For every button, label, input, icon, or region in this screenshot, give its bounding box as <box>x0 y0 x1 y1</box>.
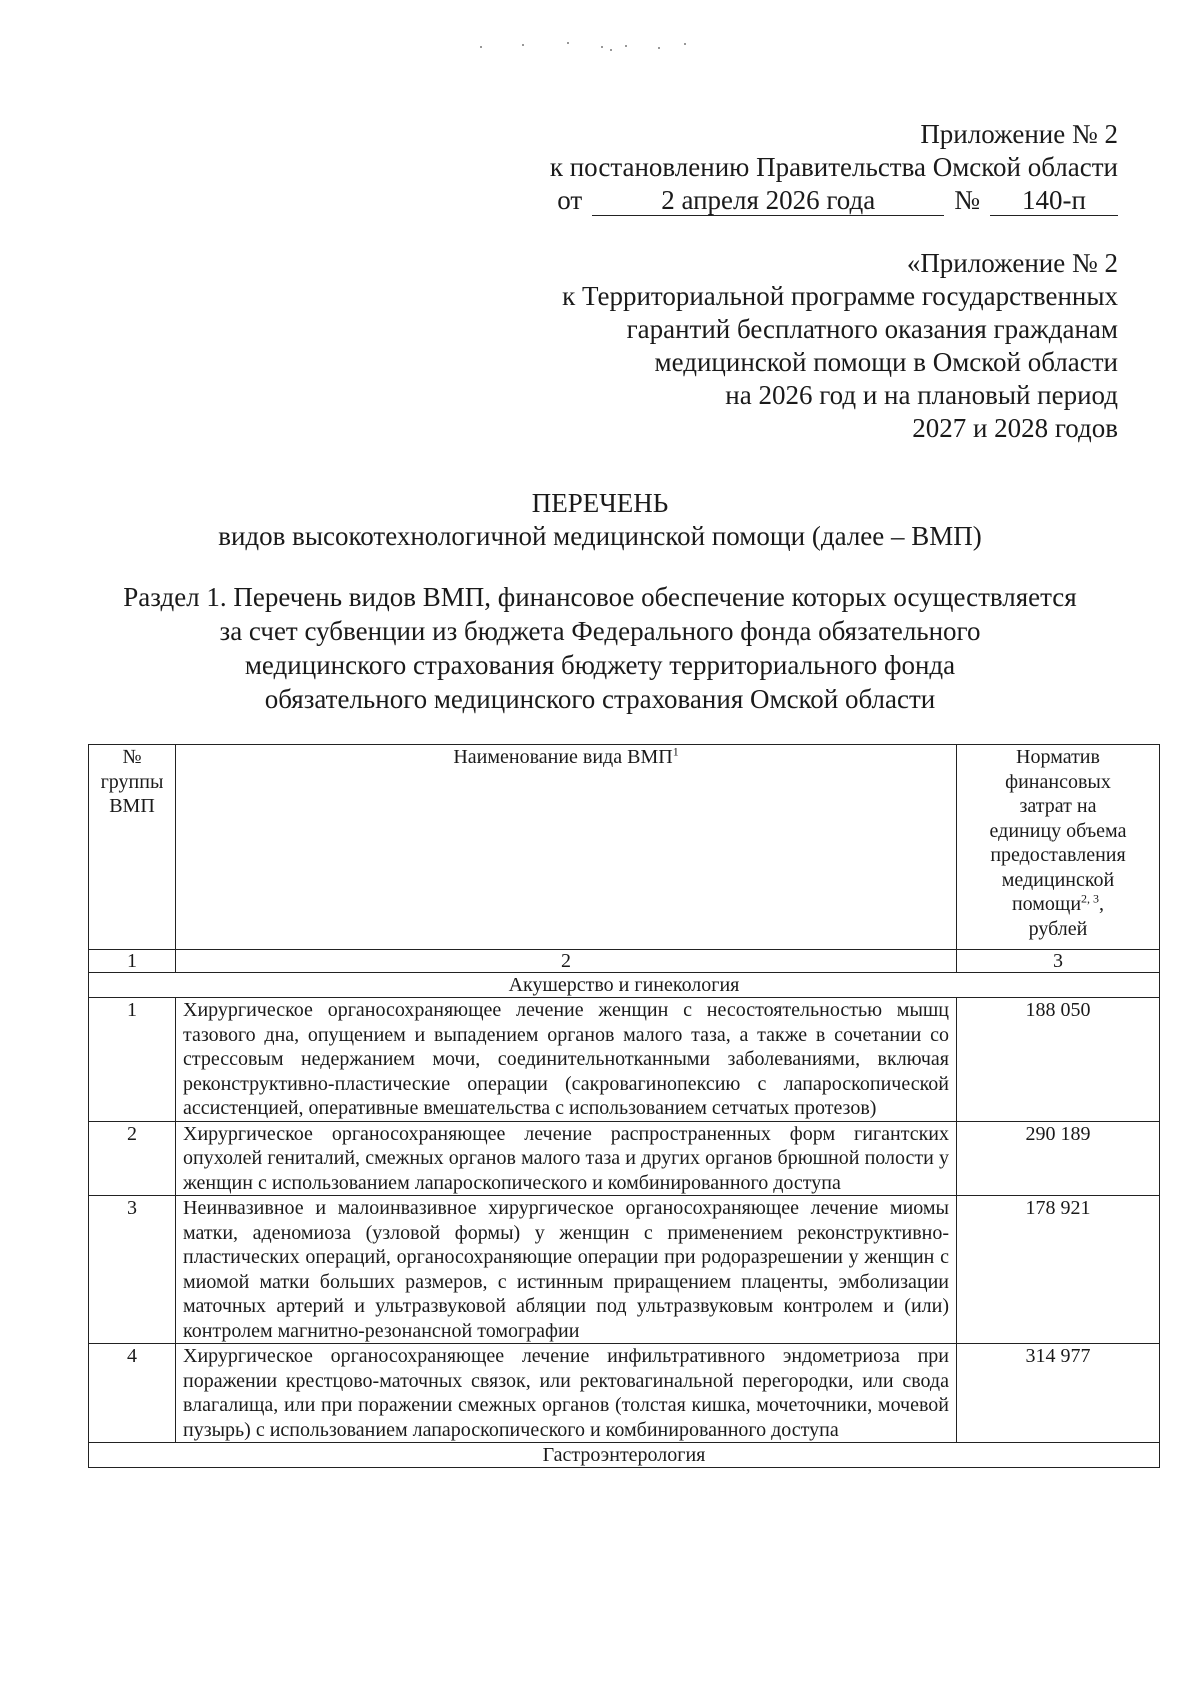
footnote-1: 1 <box>672 744 679 759</box>
document-title <box>0 487 1200 553</box>
section-line: Раздел 1. Перечень видов ВМП, финансовое обеспечение которых осуществляется <box>123 582 1077 612</box>
section-line: медицинского страхования бюджету территориального фонда <box>244 650 956 680</box>
header-line-1: Приложение № 2 <box>920 119 1118 149</box>
appendix-line: медицинской помощи в Омской области <box>654 347 1118 377</box>
date-prefix: от <box>557 185 583 215</box>
section-row-gastroenterology: Гастроэнтерология <box>89 1443 1160 1468</box>
row-value: 314 977 <box>957 1344 1160 1443</box>
scan-specks <box>470 40 710 54</box>
row-description: Хирургическое органосохраняющее лечение женщин с несостоятельностью мышц тазового дна, опущением и выпадением органов малого таза, а также в сочетании со стрессовым недержанием мочи, соединительнотканными заболеваниями, включая реконструктивно-пластические операции (сакровагинопексию с лапароскопической ассистенцией, оперативные вмешательства с использованием сетчатых протезов) <box>176 998 957 1122</box>
table-row <box>89 1344 1160 1443</box>
header-line-2: к постановлению Правительства Омской области <box>549 152 1118 182</box>
row-number: 2 <box>89 1121 176 1196</box>
number-prefix: № <box>954 185 980 215</box>
number-value: 140-п <box>990 185 1118 216</box>
col1-header: № группы ВМП <box>89 745 176 950</box>
row-value: 178 921 <box>957 1196 1160 1344</box>
row-number: 4 <box>89 1344 176 1443</box>
title-subheading: видов высокотехнологичной медицинской помощи (далее – ВМП) <box>218 521 982 551</box>
row-number: 3 <box>89 1196 176 1344</box>
appendix-line: к Территориальной программе государственных <box>562 281 1118 311</box>
date-value: 2 апреля 2026 года <box>592 185 944 216</box>
footnote-2-3: 2, 3 <box>1081 891 1100 906</box>
col3-header: Норматив финансовых затрат на единицу объема предоставления медицинской помощи$^{2, 3}$, рублей <box>957 745 1160 950</box>
header-date-line <box>498 184 1118 217</box>
vmp-table <box>88 744 1160 1468</box>
table-header-row <box>89 745 1160 950</box>
section-line: за счет субвенции из бюджета Федерального фонда обязательного <box>219 616 981 646</box>
table-row <box>89 998 1160 1122</box>
table-row <box>89 1121 1160 1196</box>
document-header <box>498 118 1118 217</box>
table-row <box>89 1196 1160 1344</box>
appendix-line: на 2026 год и на плановый период <box>725 380 1118 410</box>
row-value: 188 050 <box>957 998 1160 1122</box>
row-number: 1 <box>89 998 176 1122</box>
row-value: 290 189 <box>957 1121 1160 1196</box>
appendix-line: 2027 и 2028 годов <box>912 413 1118 443</box>
col2-header: Наименование вида ВМП$^1$ <box>176 745 957 950</box>
appendix-line: гарантий бесплатного оказания гражданам <box>626 314 1118 344</box>
row-description: Неинвазивное и малоинвазивное хирургическое органосохраняющее лечение миомы матки, аденомиоза (узловой формы) у женщин с применением реконструктивно-пластических операций, органосохраняющие операции при родоразрешении у женщин с миомой матки больших размеров, с истинным приращением плаценты, эмболизации маточных артерий и ультразвуковой абляции под ультразвуковым контролем и (или) контролем магнитно-резонансной томографии <box>176 1196 957 1344</box>
section-title <box>80 580 1120 716</box>
appendix-reference <box>358 247 1118 445</box>
column-number-row: 1 2 3 <box>89 950 1160 973</box>
appendix-line: «Приложение № 2 <box>906 248 1118 278</box>
title-heading: ПЕРЕЧЕНЬ <box>531 488 669 518</box>
section-row-obstetrics: Акушерство и гинекология <box>89 973 1160 998</box>
row-description: Хирургическое органосохраняющее лечение инфильтративного эндометриоза при поражении крестцово-маточных связок, или ректовагинальной перегородки, или свода влагалища, или при поражении смежных органов (толстая кишка, мочеточники, мочевой пузырь) с использованием лапароскопического и комбинированного доступа <box>176 1344 957 1443</box>
row-description: Хирургическое органосохраняющее лечение распространенных форм гигантских опухолей гениталий, смежных органов малого таза и других органов брюшной полости у женщин с использованием лапароскопического и комбинированного доступа <box>176 1121 957 1196</box>
section-line: обязательного медицинского страхования Омской области <box>264 684 936 714</box>
